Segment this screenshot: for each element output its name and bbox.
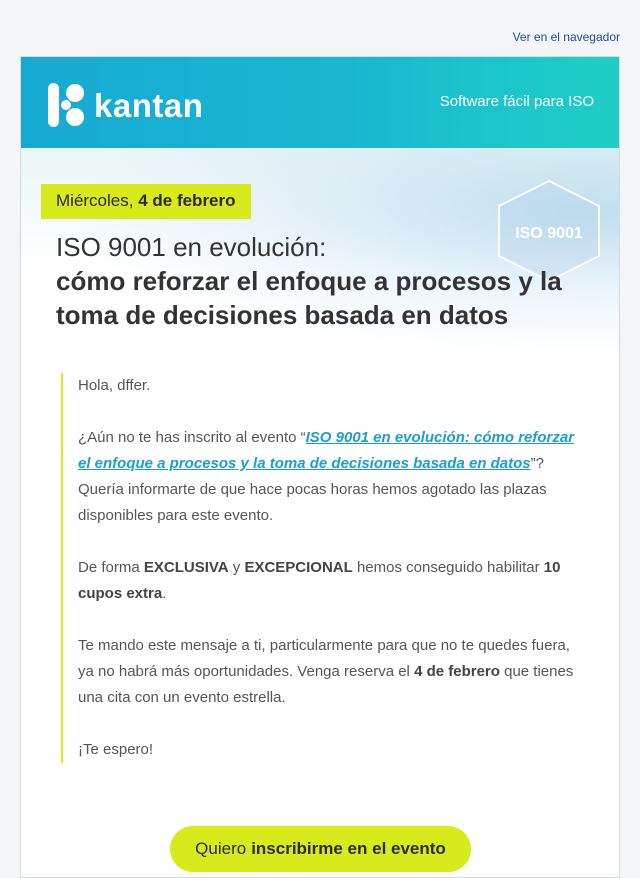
message-body <box>61 373 578 763</box>
date-bold: 4 de febrero <box>138 191 236 210</box>
hexagon-text: ISO 9001 <box>515 225 583 242</box>
register-button[interactable] <box>170 826 471 872</box>
cta-bold: inscribirme en el evento <box>251 839 446 858</box>
paragraph-reminder <box>78 633 578 711</box>
paragraph-event-invite <box>78 425 578 529</box>
header-banner <box>21 57 619 148</box>
closing: ¡Te espero! <box>78 741 154 758</box>
title-line-1: ISO 9001 en evolución: <box>56 232 327 262</box>
event-title <box>56 230 596 332</box>
brand-logo[interactable] <box>48 83 203 127</box>
p4-text-a: Te mando este mensaje a ti, particularmente para que no te quedes fuera, ya no habrá más oportunidades. Venga reserva el <box>78 637 570 680</box>
p3-text-g: . <box>162 585 167 602</box>
hero-section <box>21 148 619 368</box>
p3-bold-exclusiva: EXCLUSIVA <box>143 559 229 576</box>
p3-text-a: De forma <box>78 559 144 576</box>
greeting: Hola, dffer. <box>78 377 151 394</box>
kantan-logo-icon <box>48 83 86 127</box>
p3-text-e: hemos conseguido habilitar <box>352 559 544 576</box>
title-line-2: cómo reforzar el enfoque a procesos y la toma de decisiones basada en datos <box>56 266 562 330</box>
date-prefix: Miércoles, <box>56 191 134 210</box>
logo-wordmark: kantan <box>94 86 204 124</box>
p3-bold-excepcional: EXCEPCIONAL <box>244 559 353 576</box>
p2-after: ”? Quería informarte de que hace pocas horas hemos agotado las plazas disponibles para este evento. <box>78 455 547 524</box>
cta-prefix: Quiero <box>195 839 247 858</box>
event-date-badge <box>41 184 251 219</box>
p3-text-c: y <box>228 559 245 576</box>
p2-before: ¿Aún no te has inscrito al evento “ <box>78 429 306 446</box>
p3-bold-cupos: 10 cupos extra <box>78 559 561 602</box>
p4-bold-date: 4 de febrero <box>414 663 500 680</box>
tagline: Software fácil para ISO <box>439 93 594 110</box>
event-link[interactable]: ISO 9001 en evolución: cómo reforzar el enfoque a procesos y la toma de decisiones basada en datos <box>78 429 575 472</box>
view-in-browser-link[interactable]: Ver en el navegador <box>512 30 620 44</box>
email-card <box>20 56 620 878</box>
p4-text-c: que tienes una cita con un evento estrella. <box>78 663 574 706</box>
paragraph-exclusive <box>78 555 578 607</box>
